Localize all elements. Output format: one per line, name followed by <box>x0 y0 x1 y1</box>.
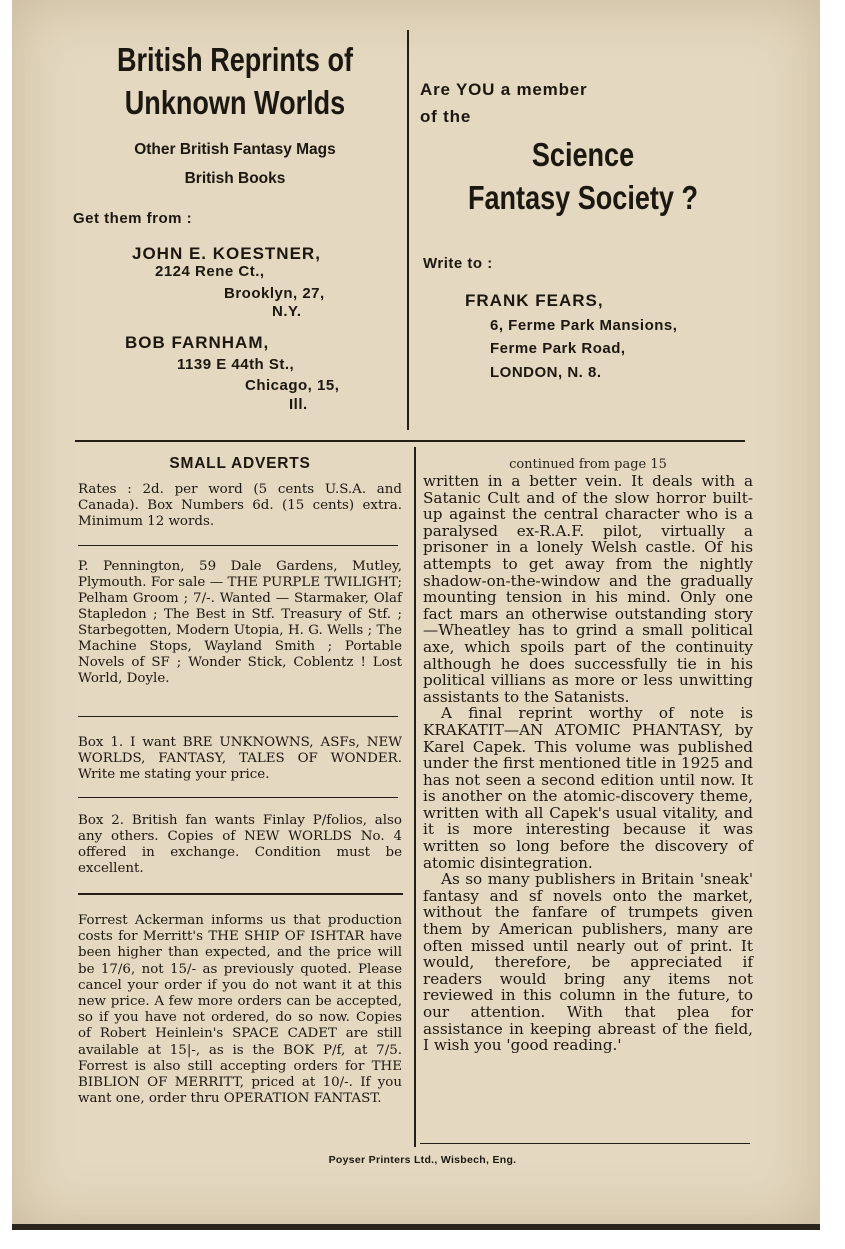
advert-rule-4 <box>78 893 403 895</box>
right-ad-title-line2: Fantasy Society ? <box>467 179 699 216</box>
contact2-line2: Chicago, 15, <box>245 377 340 394</box>
page-edge <box>12 1224 820 1230</box>
right-ad-title-line1: Science <box>531 136 635 173</box>
right-ad-question-line1: Are YOU a member <box>420 80 588 99</box>
contact2-name: BOB FARNHAM, <box>125 333 270 352</box>
contact2-line1: 1139 E 44th St., <box>177 356 295 373</box>
top-horizontal-rule <box>75 440 745 442</box>
advert-rule-1 <box>78 545 398 546</box>
right-ad-line1: 6, Ferme Park Mansions, <box>490 317 678 334</box>
advert-1 <box>78 559 402 687</box>
right-ad-line2: Ferme Park Road, <box>490 340 626 357</box>
contact1-line2: Brooklyn, 27, <box>224 285 325 302</box>
advert-3-text: Box 2. British fan wants Finlay P/folios, also any others. Copies of NEW WORLDS No. 4 offered in exchange. Condition must be excellent. <box>78 813 402 876</box>
left-ad-title-line1: British Reprints of <box>116 41 354 78</box>
bottom-column-divider <box>414 447 416 1147</box>
advert-2-text: Box 1. I want BRE UNKNOWNS, ASFs, NEW WORLDS, FANTASY, TALES OF WONDER. Write me stating your price. <box>78 735 402 782</box>
article-end-rule <box>420 1143 750 1144</box>
small-adverts-heading: SMALL ADVERTS <box>169 455 311 472</box>
right-ad-line3: LONDON, N. 8. <box>490 364 602 381</box>
top-column-divider <box>407 30 409 430</box>
left-ad-subtitle2: British Books <box>184 170 286 187</box>
article-body <box>423 473 753 1054</box>
advert-1-text: P. Pennington, 59 Dale Gardens, Mutley, Plymouth. For sale — THE PURPLE TWILIGHT; Pelham Groom ; 7/-. Wanted — Starmaker, Olaf Stapledon ; The Best in Stf. Treasury of Stf. ; Starbegotten, Modern Utopia, H. G. Wells ; The Machine Stops, Wayland Smith ; Portable Novels of SF ; Wonder Stick, Coblentz ! Lost World, Doyle. <box>78 559 402 686</box>
contact1-line3: N.Y. <box>272 303 302 320</box>
left-ad-title-line2: Unknown Worlds <box>124 84 346 121</box>
printer-footer: Poyser Printers Ltd., Wisbech, Eng. <box>328 1154 517 1166</box>
advert-rule-3 <box>78 797 398 798</box>
article-paragraph-3: As so many publishers in Britain 'sneak' fantasy and sf novels onto the market, without the fanfare of trumpets given them by American publishers, many are often missed until nearly out of print. It would, therefore, be appreciated if readers would bring any items not reviewed in this column in the future, to our attention. With that plea for assistance in keeping abreast of the field, I wish you 'good reading.' <box>423 870 753 1055</box>
ackerman-notice-text: Forrest Ackerman informs us that production costs for Merritt's THE SHIP OF ISHTAR have been higher than expected, and the price will be 17/6, not 15/- as previously quoted. Please cancel your order if you do not want it at this new price. A few more orders can be accepted, so if you have not ordered, do so now. Copies of Robert Heinlein's SPACE CADET are still available at 15|-, as is the BOK P/f, at 7/5. Forrest is also still accepting orders for THE BIBLION OF MERRITT, priced at 10/-. If you want one, order thru OPERATION FANTAST. <box>78 913 402 1107</box>
continued-note: continued from page 15 <box>509 457 667 472</box>
contact1-name: JOHN E. KOESTNER, <box>132 244 321 263</box>
contact2-line3: Ill. <box>289 396 308 413</box>
advert-3 <box>78 813 402 877</box>
left-ad-subtitle1: Other British Fantasy Mags <box>134 141 336 158</box>
right-ad-name: FRANK FEARS, <box>465 291 604 310</box>
ackerman-notice <box>78 913 402 1107</box>
right-ad-question-line2: of the <box>420 107 472 126</box>
advert-2 <box>78 735 402 783</box>
contact1-line1: 2124 Rene Ct., <box>155 263 265 280</box>
advert-rule-2 <box>78 716 398 717</box>
left-ad-get-from: Get them from : <box>73 210 193 227</box>
advert-rates <box>78 482 402 530</box>
advert-rates-text: Rates : 2d. per word (5 cents U.S.A. and Canada). Box Numbers 6d. (15 cents) extra. Minimum 12 words. <box>78 482 402 529</box>
article-paragraph-2: A final reprint worthy of note is KRAKATIT—AN ATOMIC PHANTASY, by Karel Capek. This volume was published under the first mentioned title in 1925 and has not seen a second edition until now. It is another on the atomic-discovery theme, written with all Capek's usual vitality, and it is more interesting because it was written so long before the discovery of atomic disintegration. <box>423 704 754 872</box>
article-paragraph-1: written in a better vein. It deals with a Satanic Cult and of the slow horror built-up against the central character who is a paralysed ex-R.A.F. pilot, virtually a prisoner in a lonely Welsh castle. Of his attempts to get away from the nightly shadow-on-the-window and the gradually mounting tension in his mind. Only one fact mars an otherwise outstanding story—Wheatley has to grind a small political axe, which spoils part of the continuity although he does successfully tie in his political villians as more or less unwitting assistants to the Satanists. <box>423 472 753 706</box>
right-ad-write-to: Write to : <box>423 255 493 272</box>
